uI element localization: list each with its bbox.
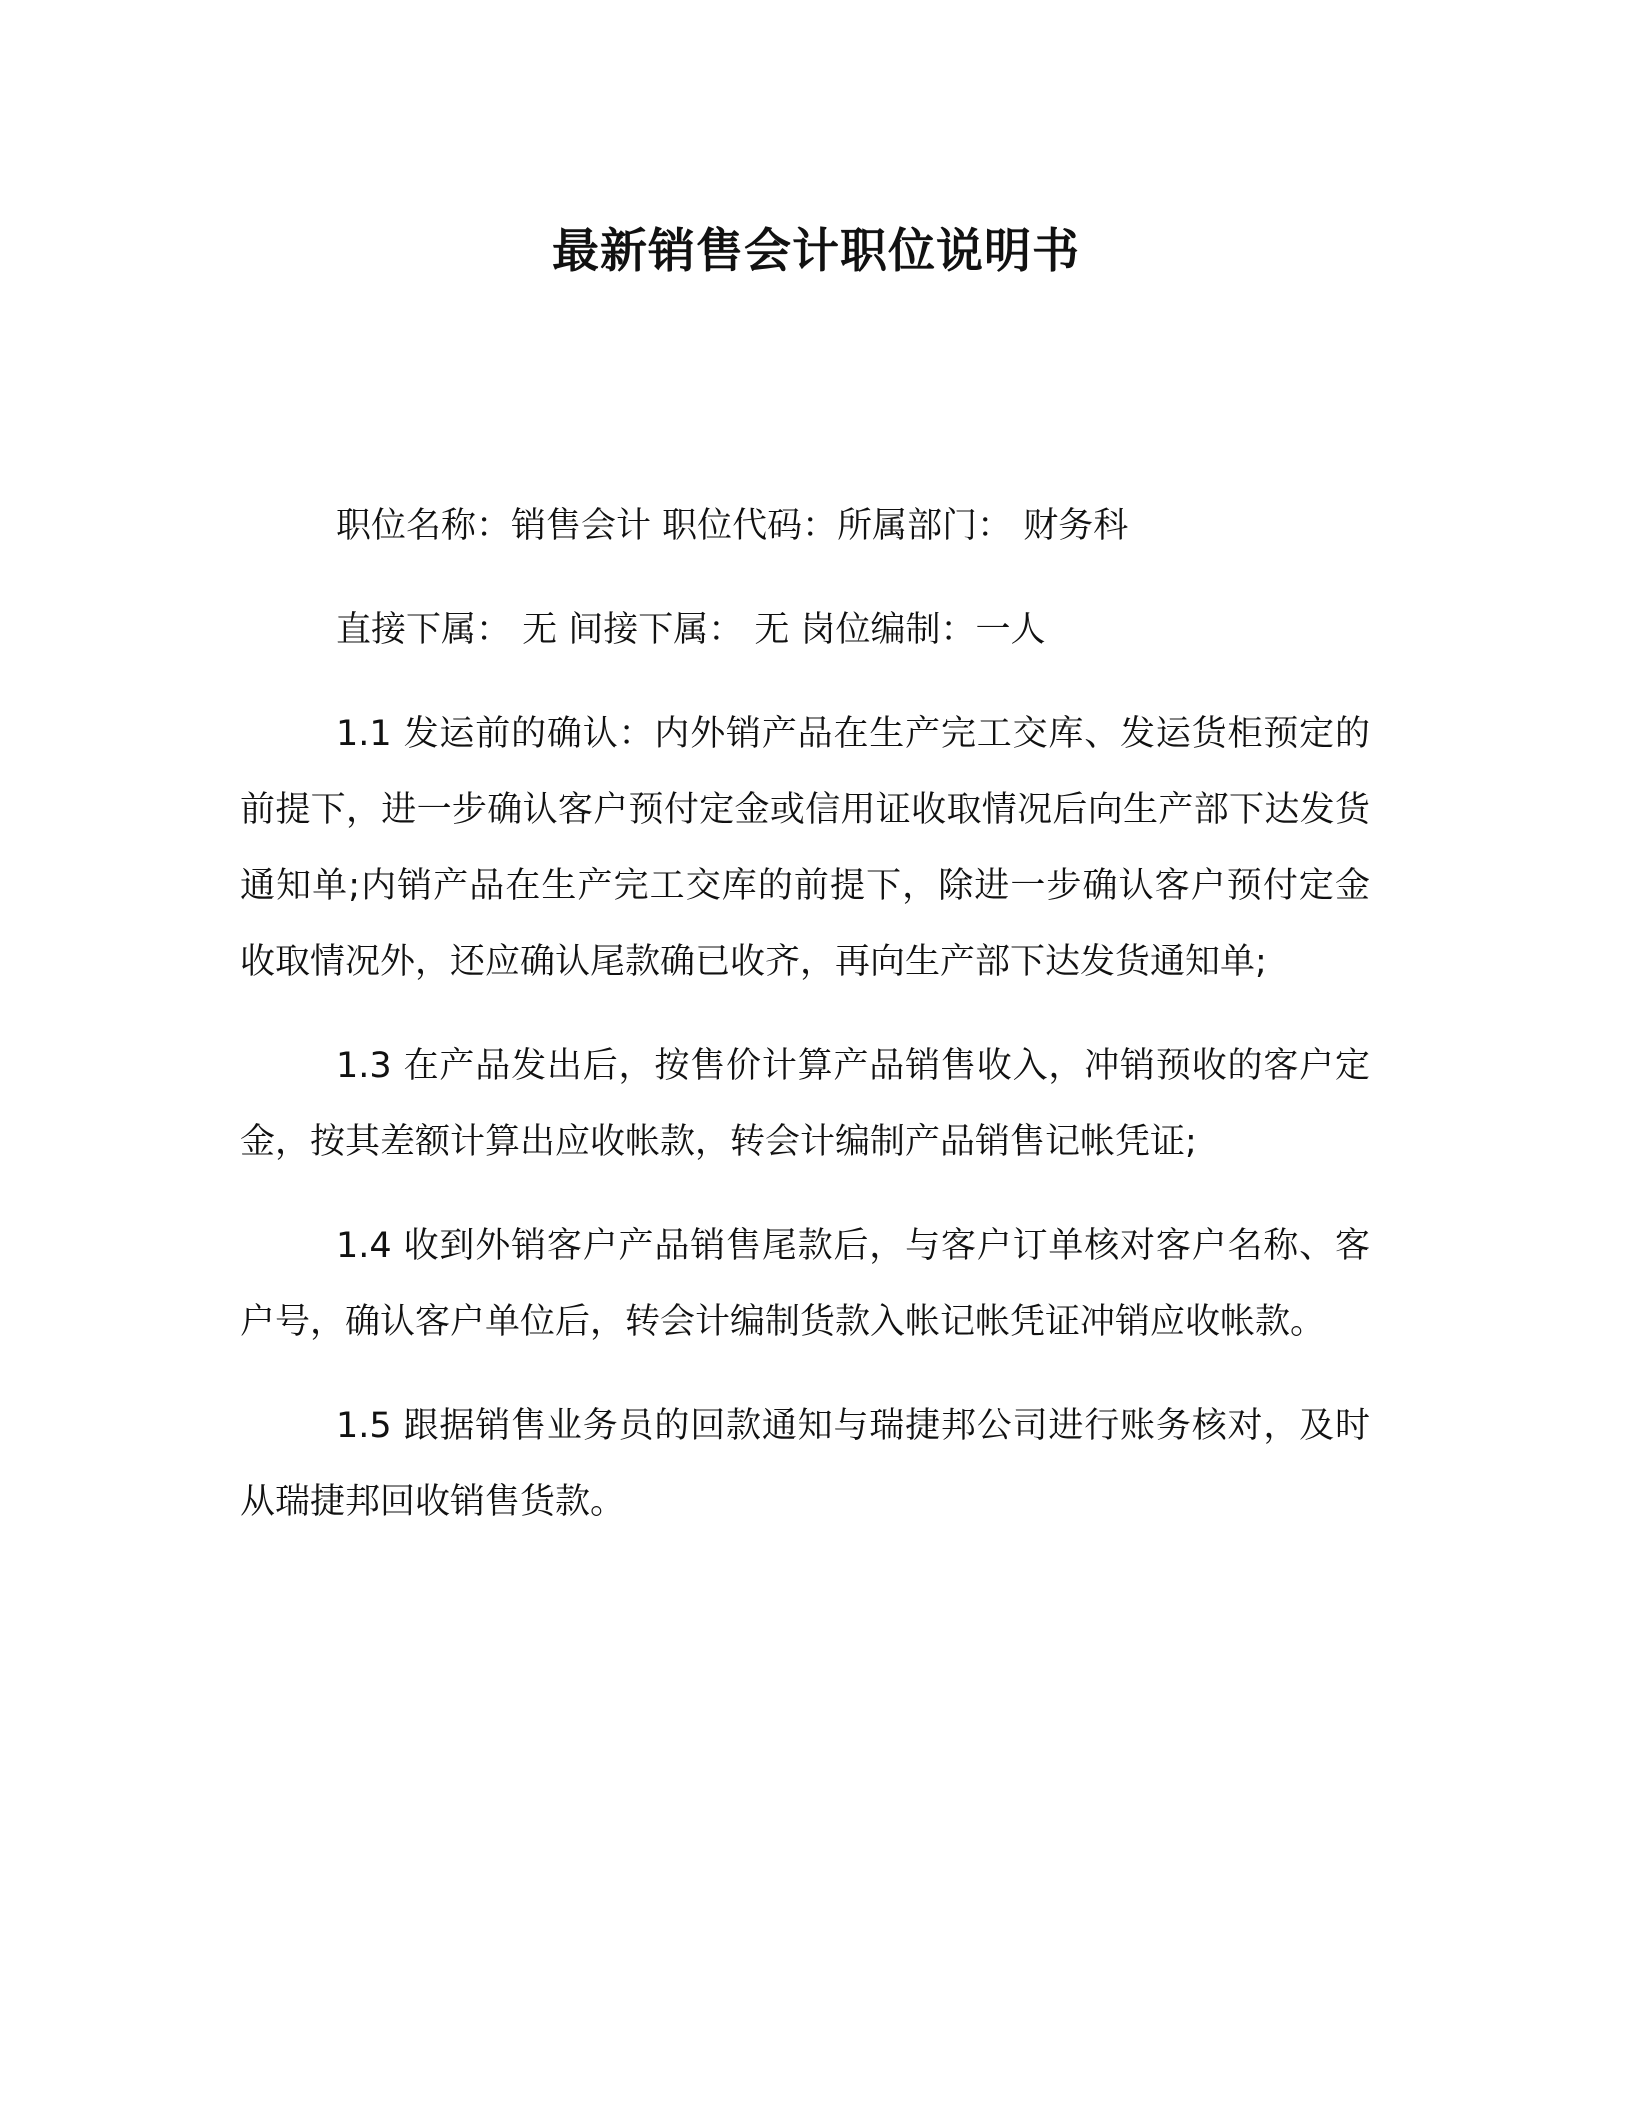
document-body — [240, 488, 1370, 1540]
duty-1-5: 1.5 跟据销售业务员的回款通知与瑞捷邦公司进行账务核对，及时从瑞捷邦回收销售货款。 — [240, 1406, 1370, 1522]
subordinates-line: 直接下属： 无 间接下属： 无 岗位编制：一人 — [336, 610, 1046, 650]
duty-1-1: 1.1 发运前的确认：内外销产品在生产完工交库、发运货柜预定的前提下，进一步确认客户预付定金或信用证收取情况后向生产部下达发货通知单;内销产品在生产完工交库的前提下，除进一步确认客户预付定金收取情况外，还应确认尾款确已收齐，再向生产部下达发货通知单; — [240, 714, 1370, 982]
duty-1-4: 1.4 收到外销客户产品销售尾款后，与客户订单核对客户名称、客户号，确认客户单位后，转会计编制货款入帐记帐凭证冲销应收帐款。 — [240, 1226, 1370, 1342]
duty-1-3: 1.3 在产品发出后，按售价计算产品销售收入，冲销预收的客户定金，按其差额计算出应收帐款，转会计编制产品销售记帐凭证; — [240, 1046, 1370, 1162]
position-info-line: 职位名称：销售会计 职位代码：所属部门： 财务科 — [336, 506, 1129, 546]
document-title: 最新销售会计职位说明书 — [552, 224, 1080, 279]
